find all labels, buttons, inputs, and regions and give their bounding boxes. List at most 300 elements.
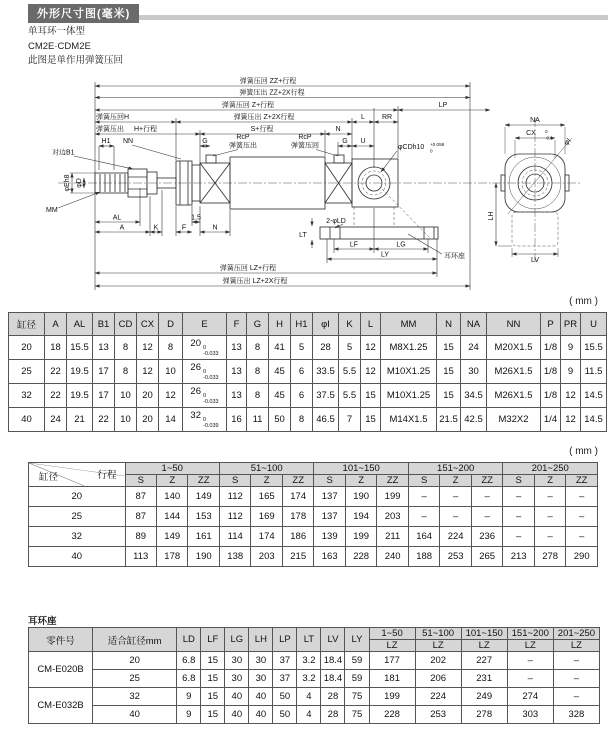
dim-phi-e: φEh8: [64, 174, 71, 192]
table-row: [29, 652, 600, 670]
table-cell: M32X2: [487, 408, 541, 432]
table-cell: 163: [314, 547, 345, 567]
table-cell: 161: [188, 527, 220, 547]
table-cell: –: [553, 652, 599, 670]
table-cell: 30: [249, 670, 273, 688]
bracket-table-header-lz: LZ LZ LZ LZ LZ: [29, 640, 600, 652]
subtitle-model: CM2E·CDM2E: [28, 40, 91, 52]
dim-mm-thread: MM: [46, 207, 58, 214]
table-cell: 1/8: [541, 384, 561, 408]
dim-rr: RR: [381, 114, 393, 121]
table-cell: 30: [461, 360, 487, 384]
table-cell: –: [503, 487, 534, 507]
table-cell: 33.5: [313, 360, 339, 384]
table-row: [29, 487, 598, 507]
dim-b1-flats: 对边B1: [52, 149, 75, 157]
table-cell: 16: [227, 408, 247, 432]
table-cell: CM-E032B: [29, 688, 93, 724]
port-rcp-extend-sub: 弹簧压出: [229, 142, 257, 150]
table-cell: 6.8: [177, 652, 201, 670]
table-cell: 12: [561, 408, 581, 432]
table-cell: 149: [156, 527, 187, 547]
table-row: [29, 507, 598, 527]
table-cell: 14.5: [581, 408, 607, 432]
table-row: [9, 336, 607, 360]
table-cell: 50: [269, 408, 291, 432]
top-dimension-lines: [52, 76, 490, 172]
table-cell: 20: [29, 487, 126, 507]
dim-f: F: [181, 224, 187, 232]
table-cell: 213: [503, 547, 534, 567]
table-cell: M20X1.5: [487, 336, 541, 360]
table-row: [29, 670, 600, 688]
table-cell: 190: [188, 547, 220, 567]
table-cell: 75: [345, 706, 369, 724]
table-cell: 21: [67, 408, 93, 432]
table-cell: 328: [553, 706, 599, 724]
table-cell: 8: [115, 360, 137, 384]
table-cell: 153: [188, 507, 220, 527]
table-cell: 15: [437, 336, 461, 360]
table-cell: 25: [9, 360, 45, 384]
table-cell: 32 0 -0.039: [183, 408, 227, 432]
table-cell: 10: [115, 408, 137, 432]
corner-cell: [29, 463, 126, 487]
table-cell: 13: [227, 360, 247, 384]
table-cell: 11.5: [581, 360, 607, 384]
table-cell: 15: [201, 688, 225, 706]
port-rcp-extend: RcP: [236, 134, 250, 141]
table-cell: 22: [45, 384, 67, 408]
table-cell: CM-E020B: [29, 652, 93, 688]
table-cell: 15: [201, 706, 225, 724]
table-cell: 278: [534, 547, 565, 567]
table-cell: –: [553, 670, 599, 688]
table-cell: 3.2: [297, 652, 321, 670]
table-cell: 249: [461, 688, 507, 706]
table-cell: –: [503, 527, 534, 547]
table-cell: 165: [251, 487, 282, 507]
table-cell: 9: [177, 688, 201, 706]
dim-z-return: 弹簧压回 Z+行程: [221, 102, 275, 109]
dim-nn: NN: [122, 138, 134, 145]
dim-cx-tol-lower: -0.1: [545, 135, 553, 141]
table-cell: 12: [361, 336, 381, 360]
table-cell: 46.5: [313, 408, 339, 432]
table-cell: 303: [507, 706, 553, 724]
table-cell: 13: [227, 384, 247, 408]
dim-lg: LG: [396, 241, 406, 249]
table-cell: 112: [219, 487, 250, 507]
table-cell: 37.5: [313, 384, 339, 408]
table-cell: 26 0 -0.033: [183, 384, 227, 408]
table-cell: 50: [273, 706, 297, 724]
table-cell: 253: [440, 547, 471, 567]
rear-port: [334, 155, 344, 163]
table-cell: 19.5: [67, 384, 93, 408]
dim-u: U: [360, 138, 366, 145]
table-row: [29, 688, 600, 706]
table-cell: 40: [29, 547, 126, 567]
table-cell: 20: [137, 408, 159, 432]
table-cell: 20: [9, 336, 45, 360]
dim-al: AL: [112, 214, 122, 222]
dim-lp: LP: [438, 102, 448, 109]
table-cell: 28: [321, 688, 345, 706]
table-cell: 274: [507, 688, 553, 706]
table-cell: 32: [9, 384, 45, 408]
table-cell: 9: [561, 336, 581, 360]
table-cell: 206: [415, 670, 461, 688]
table-cell: 199: [377, 487, 409, 507]
table-cell: 30: [225, 652, 249, 670]
table-cell: –: [503, 507, 534, 527]
table-cell: 24: [461, 336, 487, 360]
table-cell: 30: [225, 670, 249, 688]
dim-h-stroke: H+行程: [134, 126, 158, 133]
table-row: [29, 547, 598, 567]
table-cell: 253: [415, 706, 461, 724]
table-cell: 174: [282, 487, 313, 507]
table-cell: 40: [9, 408, 45, 432]
table-cell: –: [507, 670, 553, 688]
table-cell: 41: [269, 336, 291, 360]
table-cell: –: [566, 527, 598, 547]
clevis-end-view: [488, 117, 573, 264]
bracket-table: [28, 627, 600, 724]
table-cell: 9: [177, 706, 201, 724]
table-cell: 32: [29, 527, 126, 547]
dim-lf: LF: [349, 241, 359, 249]
table-cell: 13: [227, 336, 247, 360]
dim-g-left: G: [202, 138, 208, 145]
table-cell: 40: [93, 706, 177, 724]
dim-h-return: 弹簧压回H: [96, 114, 130, 121]
table-cell: 5: [291, 336, 313, 360]
table-cell: 203: [377, 507, 409, 527]
table-cell: 40: [225, 688, 249, 706]
table-cell: 25: [93, 670, 177, 688]
table-cell: 17: [93, 384, 115, 408]
dim-cx: CX: [526, 130, 536, 137]
table-row: [9, 384, 607, 408]
table-cell: 14: [159, 408, 183, 432]
table-cell: –: [440, 507, 471, 527]
table-cell: –: [534, 527, 565, 547]
dim-zz-extend: 弹簧压出 ZZ+2X行程: [239, 89, 305, 97]
cylinder-main-view: [95, 155, 398, 209]
dim-cx-tol-upper: 0: [545, 129, 548, 134]
table-cell: 20 0 -0.033: [183, 336, 227, 360]
table-cell: 11: [247, 408, 269, 432]
table-cell: 8: [247, 336, 269, 360]
page-header: [0, 4, 608, 20]
table-cell: –: [471, 507, 503, 527]
table-cell: 188: [408, 547, 439, 567]
table-cell: 6.8: [177, 670, 201, 688]
dim-h1: H1: [101, 138, 111, 145]
table-cell: –: [534, 507, 565, 527]
table-cell: 1/8: [541, 336, 561, 360]
table-cell: 224: [440, 527, 471, 547]
table-cell: 12: [361, 360, 381, 384]
table-cell: 139: [314, 527, 345, 547]
table-cell: M26X1.5: [487, 360, 541, 384]
table-cell: 10: [115, 384, 137, 408]
table-cell: 7: [339, 408, 361, 432]
table-cell: 50: [273, 688, 297, 706]
table-cell: 40: [249, 688, 273, 706]
dim-n-top: N: [335, 126, 341, 133]
table-cell: 169: [251, 507, 282, 527]
table-cell: 89: [125, 527, 156, 547]
table-cell: 164: [408, 527, 439, 547]
table-cell: 4: [297, 706, 321, 724]
table-cell: 8: [159, 336, 183, 360]
dim-n-bottom: N: [212, 224, 218, 232]
stroke-table: [28, 462, 598, 567]
table-cell: 199: [345, 527, 376, 547]
dim-z-extend: 弹簧压出 Z+2X行程: [233, 114, 295, 121]
table-cell: 228: [369, 706, 415, 724]
table-cell: 12: [561, 384, 581, 408]
table-cell: 224: [415, 688, 461, 706]
table-cell: 215: [282, 547, 313, 567]
table-cell: M10X1.25: [381, 384, 437, 408]
table-cell: 190: [345, 487, 376, 507]
dim-k: K: [153, 224, 159, 232]
table-cell: 203: [251, 547, 282, 567]
subtitle-note: 此图是单作用弹簧压回: [28, 55, 124, 66]
table-cell: 18: [45, 336, 67, 360]
table-row: [9, 408, 607, 432]
table-cell: 13: [93, 336, 115, 360]
table-row: [9, 360, 607, 384]
table-cell: 228: [345, 547, 376, 567]
table-cell: 137: [314, 487, 345, 507]
table-cell: –: [534, 487, 565, 507]
table-cell: 8: [115, 336, 137, 360]
dim-lv: LV: [530, 257, 540, 264]
table-cell: 15.5: [67, 336, 93, 360]
stroke-table-header-codes: S Z ZZ S Z ZZ S Z ZZ S Z ZZ S Z ZZ: [29, 475, 598, 487]
table-cell: 112: [219, 507, 250, 527]
table-cell: –: [553, 688, 599, 706]
table-cell: 59: [345, 670, 369, 688]
table-cell: 149: [188, 487, 220, 507]
table-cell: 12: [159, 384, 183, 408]
table-cell: 8: [291, 408, 313, 432]
table-cell: 114: [219, 527, 250, 547]
table-cell: 8: [247, 360, 269, 384]
dim-lz-return: 弹簧压回 LZ+行程: [219, 265, 277, 272]
table-cell: M8X1.25: [381, 336, 437, 360]
table-cell: 21.5: [437, 408, 461, 432]
head-port: [206, 155, 216, 163]
dim-cd-tol-lower: 0: [430, 148, 433, 154]
table-cell: 113: [125, 547, 156, 567]
table-cell: 28: [321, 706, 345, 724]
table-cell: 59: [345, 652, 369, 670]
bracket-callout: 耳环座: [444, 253, 465, 260]
table-cell: –: [566, 507, 598, 527]
dim-lh: LH: [488, 211, 495, 221]
table-cell: 25: [29, 507, 126, 527]
dim-phi-d: φD: [76, 178, 83, 188]
page-title: 外形尺寸图(毫米): [28, 4, 139, 23]
dim-s-stroke: S+行程: [250, 126, 274, 133]
table-cell: 37: [273, 652, 297, 670]
table-cell: 12: [137, 336, 159, 360]
table-cell: 140: [156, 487, 187, 507]
table-cell: 15: [437, 360, 461, 384]
dim-lz-extend: 弹簧压出 LZ+2X行程: [222, 278, 288, 285]
table-cell: M14X1.5: [381, 408, 437, 432]
dim-cd-tol-upper: +0.058: [430, 142, 445, 147]
table-cell: 30: [249, 652, 273, 670]
table-row: [29, 527, 598, 547]
table-cell: 236: [471, 527, 503, 547]
table-cell: 19.5: [67, 360, 93, 384]
bracket-plate: [320, 227, 438, 239]
table-cell: 37: [273, 670, 297, 688]
table-cell: 10: [159, 360, 183, 384]
table-cell: 15: [361, 384, 381, 408]
dim-g-right: G: [342, 138, 348, 145]
table-cell: 6: [291, 360, 313, 384]
table-cell: 6: [291, 384, 313, 408]
dim-cd-hole: φCDh10: [398, 144, 425, 151]
table-cell: 14.5: [581, 384, 607, 408]
table-cell: 18.4: [321, 670, 345, 688]
table-cell: 28: [313, 336, 339, 360]
port-rcp-return: RcP: [298, 134, 312, 141]
corner-stroke-label: 行程: [97, 470, 117, 481]
table-cell: 181: [369, 670, 415, 688]
corner-bore-label: 缸径: [39, 472, 59, 483]
table-cell: 290: [566, 547, 598, 567]
table-cell: 138: [219, 547, 250, 567]
table-cell: 186: [282, 527, 313, 547]
table-cell: 20: [137, 384, 159, 408]
dim-2-ld-holes: 2-φLD: [326, 218, 346, 225]
unit-note-2: ( mm ): [569, 446, 598, 457]
table-cell: 144: [156, 507, 187, 527]
table-cell: 45: [269, 360, 291, 384]
table-cell: 1/4: [541, 408, 561, 432]
table-cell: 32: [93, 688, 177, 706]
technical-drawing: [0, 68, 608, 303]
table-cell: 227: [461, 652, 507, 670]
dimensions-table: [8, 312, 607, 432]
table-cell: 15: [201, 670, 225, 688]
table-cell: –: [507, 652, 553, 670]
table-cell: 22: [93, 408, 115, 432]
centerlines: [58, 118, 580, 262]
dim-h-extend: 弹簧压出: [96, 126, 124, 133]
table-cell: 9: [561, 360, 581, 384]
dim-ly: LY: [380, 251, 390, 259]
table-cell: 15.5: [581, 336, 607, 360]
table-cell: 174: [251, 527, 282, 547]
table-cell: 17: [93, 360, 115, 384]
table-cell: 231: [461, 670, 507, 688]
dim-1-5: 1.5: [191, 214, 201, 222]
table-cell: 177: [369, 652, 415, 670]
table-cell: 20: [93, 652, 177, 670]
table-cell: 5.5: [339, 384, 361, 408]
table-cell: M26X1.5: [487, 384, 541, 408]
table-cell: 194: [345, 507, 376, 527]
table-row: [29, 706, 600, 724]
table-cell: 15: [437, 384, 461, 408]
table-cell: –: [566, 487, 598, 507]
stroke-table-header-ranges: 行程 缸径 1~50 51~100 101~150 151~200 201~250: [29, 463, 598, 475]
table-cell: –: [408, 507, 439, 527]
table-cell: –: [471, 487, 503, 507]
table-cell: 137: [314, 507, 345, 527]
table-cell: 22: [45, 360, 67, 384]
unit-note-1: ( mm ): [569, 296, 598, 307]
table-cell: 45: [269, 384, 291, 408]
table-cell: 1/8: [541, 360, 561, 384]
port-rcp-return-sub: 弹簧压回: [291, 142, 319, 150]
clevis-bracket-view: [320, 189, 438, 239]
bracket-table-header-top: 零件号 适合缸径mm LD LF LG LH LP LT LV LY 1~50 51~100 101~150 151~200 201~250: [29, 628, 600, 640]
table-cell: 4: [297, 688, 321, 706]
table-cell: 15: [201, 652, 225, 670]
table-cell: 202: [415, 652, 461, 670]
subtitle-block: [28, 25, 123, 69]
table-cell: 5: [339, 336, 361, 360]
table-cell: 278: [461, 706, 507, 724]
table-cell: 40: [249, 706, 273, 724]
table-cell: 211: [377, 527, 409, 547]
table-cell: 178: [156, 547, 187, 567]
table-cell: 3.2: [297, 670, 321, 688]
table-cell: 75: [345, 688, 369, 706]
table-cell: 42.5: [461, 408, 487, 432]
dim-a: A: [119, 224, 125, 232]
dimensions-table-header: 缸径 A AL B1 CD CX D E F G H H1 φI K L MM N NA NN P PR U: [9, 313, 607, 336]
table-cell: 178: [282, 507, 313, 527]
col-bore: 缸径: [9, 313, 45, 336]
subtitle-type: 单耳环一体型: [28, 26, 86, 37]
table-cell: 5.5: [339, 360, 361, 384]
table-cell: 87: [125, 487, 156, 507]
table-cell: 87: [125, 507, 156, 527]
bracket-table-title: 耳环座: [28, 616, 57, 627]
table-cell: 12: [137, 360, 159, 384]
table-cell: 240: [377, 547, 409, 567]
dim-l: L: [361, 114, 365, 121]
table-cell: 18.4: [321, 652, 345, 670]
table-cell: 26 0 -0.033: [183, 360, 227, 384]
table-cell: 24: [45, 408, 67, 432]
table-cell: 34.5: [461, 384, 487, 408]
table-cell: –: [408, 487, 439, 507]
table-cell: 40: [225, 706, 249, 724]
table-cell: 8: [247, 384, 269, 408]
table-cell: 15: [361, 408, 381, 432]
dim-zz-return: 弹簧压回 ZZ+行程: [239, 78, 297, 85]
table-cell: 265: [471, 547, 503, 567]
table-cell: –: [440, 487, 471, 507]
table-cell: 199: [369, 688, 415, 706]
dim-na: NA: [530, 117, 540, 124]
dim-phi-i: φI: [563, 137, 573, 147]
dim-lt: LT: [299, 232, 307, 239]
